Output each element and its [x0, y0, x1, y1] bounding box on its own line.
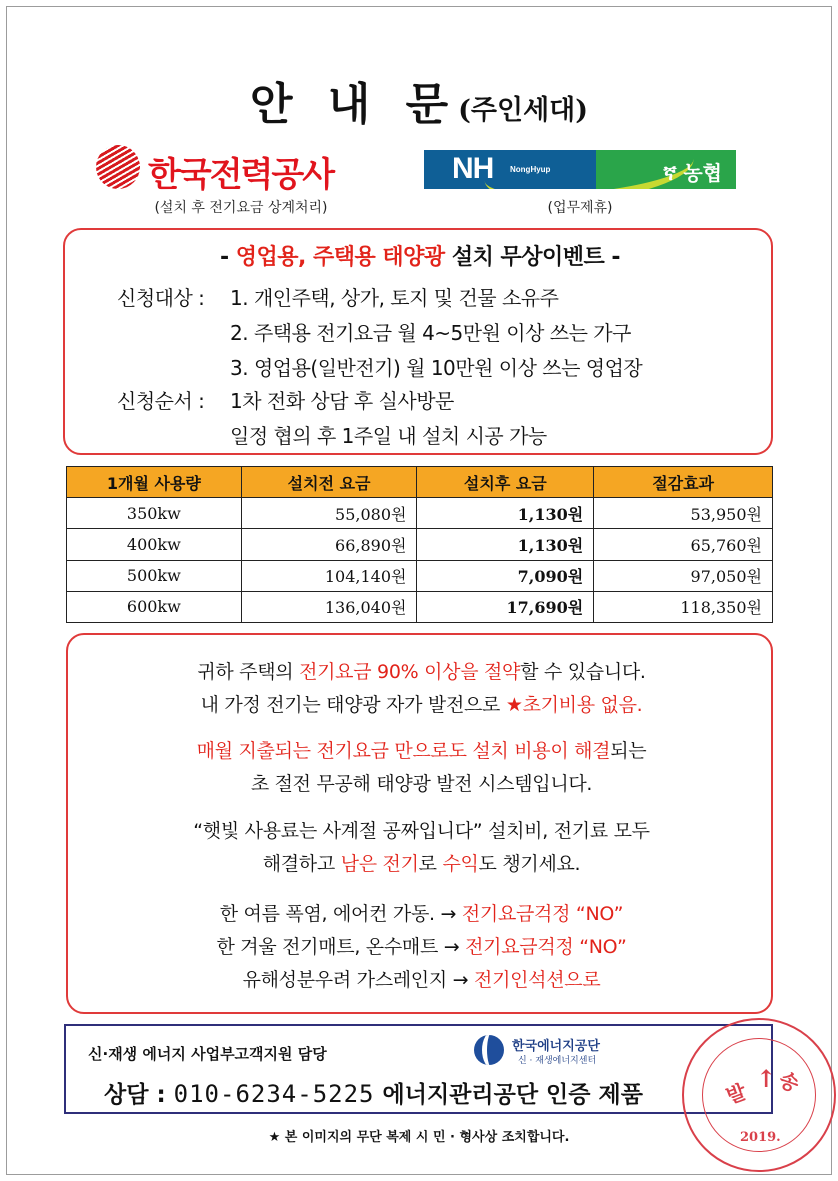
- event-title-highlight: 영업용, 주택용 태양광: [235, 245, 445, 270]
- order-item: 일정 협의 후 1주일 내 설치 시공 가능: [230, 424, 547, 448]
- arrow-up-icon: ↑: [756, 1064, 777, 1093]
- table-row: [67, 529, 773, 560]
- column-header: 설치후 요금: [417, 467, 594, 498]
- table-row: [67, 498, 773, 529]
- contact-box: [64, 1024, 773, 1114]
- nh-caption: (업무제휴): [547, 200, 613, 216]
- before-fee-cell: 66,890원: [241, 529, 417, 560]
- contact-department: 신·재생 에너지 사업부고객지원 담당: [88, 1045, 327, 1063]
- after-fee-cell: 1,130원: [417, 498, 594, 529]
- saving-cell: 97,050원: [594, 560, 773, 591]
- usage-cell: 500kw: [67, 560, 242, 591]
- before-fee-cell: 55,080원: [241, 498, 417, 529]
- fee-table: [66, 466, 773, 623]
- before-fee-cell: 104,140원: [241, 560, 417, 591]
- title-sub: (주인세대): [458, 95, 589, 126]
- title-main: 안 내 문: [249, 79, 459, 130]
- contact-line: [104, 1076, 643, 1109]
- footer-notice: ★ 본 이미지의 무단 복제 시 민 · 형사상 조치합니다.: [268, 1130, 570, 1145]
- stamp-year: 2019.: [740, 1130, 781, 1145]
- benefit-line: 해결하고 남은 전기로 수익도 챙기세요.: [262, 853, 581, 875]
- kepco-emblem-icon: [96, 145, 140, 189]
- order-item: 1차 전화 상담 후 실사방문: [230, 389, 454, 413]
- saving-cell: 53,950원: [594, 498, 773, 529]
- order-label: 신청순서 :: [117, 389, 205, 413]
- targets-label: 신청대상 :: [117, 286, 205, 310]
- benefit-line: “햇빛 사용료는 사계절 공짜입니다” 설치비, 전기료 모두: [193, 820, 650, 842]
- benefit-line: 초 절전 무공해 태양광 발전 시스템입니다.: [250, 773, 593, 795]
- page-title: [0, 68, 838, 132]
- kepco-caption: (설치 후 전기요금 상계처리): [154, 200, 328, 216]
- seal-stamp: [682, 1018, 836, 1172]
- kea-name: 한국에너지공단: [512, 1039, 600, 1054]
- column-header: 1개월 사용량: [67, 467, 242, 498]
- phone-label: 상담 :: [104, 1082, 174, 1108]
- table-row: [67, 560, 773, 591]
- saving-cell: 118,350원: [594, 591, 773, 622]
- usage-cell: 350kw: [67, 498, 242, 529]
- benefits-box: [66, 633, 773, 1014]
- usage-cell: 400kw: [67, 529, 242, 560]
- nh-logo-korean: ኛ 농협: [663, 161, 722, 185]
- after-fee-cell: 1,130원: [417, 529, 594, 560]
- benefit-line: 한 여름 폭염, 에어컨 가동. → 전기요금걱정 “NO”: [219, 903, 624, 925]
- target-item: 1. 개인주택, 상가, 토지 및 건물 소유주: [230, 286, 559, 310]
- nh-logo-text: NH: [452, 152, 494, 185]
- table-header-row: [67, 467, 773, 498]
- benefit-line: 내 가정 전기는 태양광 자가 발전으로 ★초기비용 없음.: [200, 694, 643, 716]
- kea-logo: [474, 1033, 674, 1069]
- benefit-line: 유해성분우려 가스레인지 → 전기인석션으로: [242, 969, 601, 991]
- kea-subname: 신 · 재생에너지센터: [518, 1056, 597, 1066]
- kepco-logo: [96, 145, 386, 195]
- nh-logo-sub: NongHyup: [510, 165, 551, 174]
- table-row: [67, 591, 773, 622]
- benefit-line: 매월 지출되는 전기요금 만으로도 설치 비용이 해결되는: [196, 740, 647, 762]
- column-header: 설치전 요금: [241, 467, 417, 498]
- target-item: 3. 영업용(일반전기) 월 10만원 이상 쓰는 영업장: [230, 356, 643, 380]
- nh-leaf-icon: ኛ: [663, 161, 677, 185]
- nh-logo: [424, 150, 736, 189]
- stamp-left-char: 발: [722, 1079, 750, 1109]
- after-fee-cell: 7,090원: [417, 560, 594, 591]
- certification-text: 에너지관리공단 인증 제품: [374, 1082, 643, 1108]
- saving-cell: 65,760원: [594, 529, 773, 560]
- benefit-line: 한 겨울 전기매트, 온수매트 → 전기요금걱정 “NO”: [216, 936, 627, 958]
- event-title: - 영업용, 주택용 태양광 설치 무상이벤트 -: [219, 245, 621, 270]
- after-fee-cell: 17,690원: [417, 591, 594, 622]
- kea-emblem-icon: [474, 1035, 504, 1065]
- kepco-name: 한국전력공사: [148, 155, 334, 195]
- phone-number[interactable]: 010-6234-5225: [173, 1080, 375, 1108]
- usage-cell: 600kw: [67, 591, 242, 622]
- benefit-line: 귀하 주택의 전기요금 90% 이상을 절약할 수 있습니다.: [197, 661, 646, 683]
- before-fee-cell: 136,040원: [241, 591, 417, 622]
- column-header: 절감효과: [594, 467, 773, 498]
- target-item: 2. 주택용 전기요금 월 4~5만원 이상 쓰는 가구: [230, 321, 631, 345]
- stamp-right-char: 송: [775, 1067, 803, 1097]
- event-box: [63, 228, 773, 455]
